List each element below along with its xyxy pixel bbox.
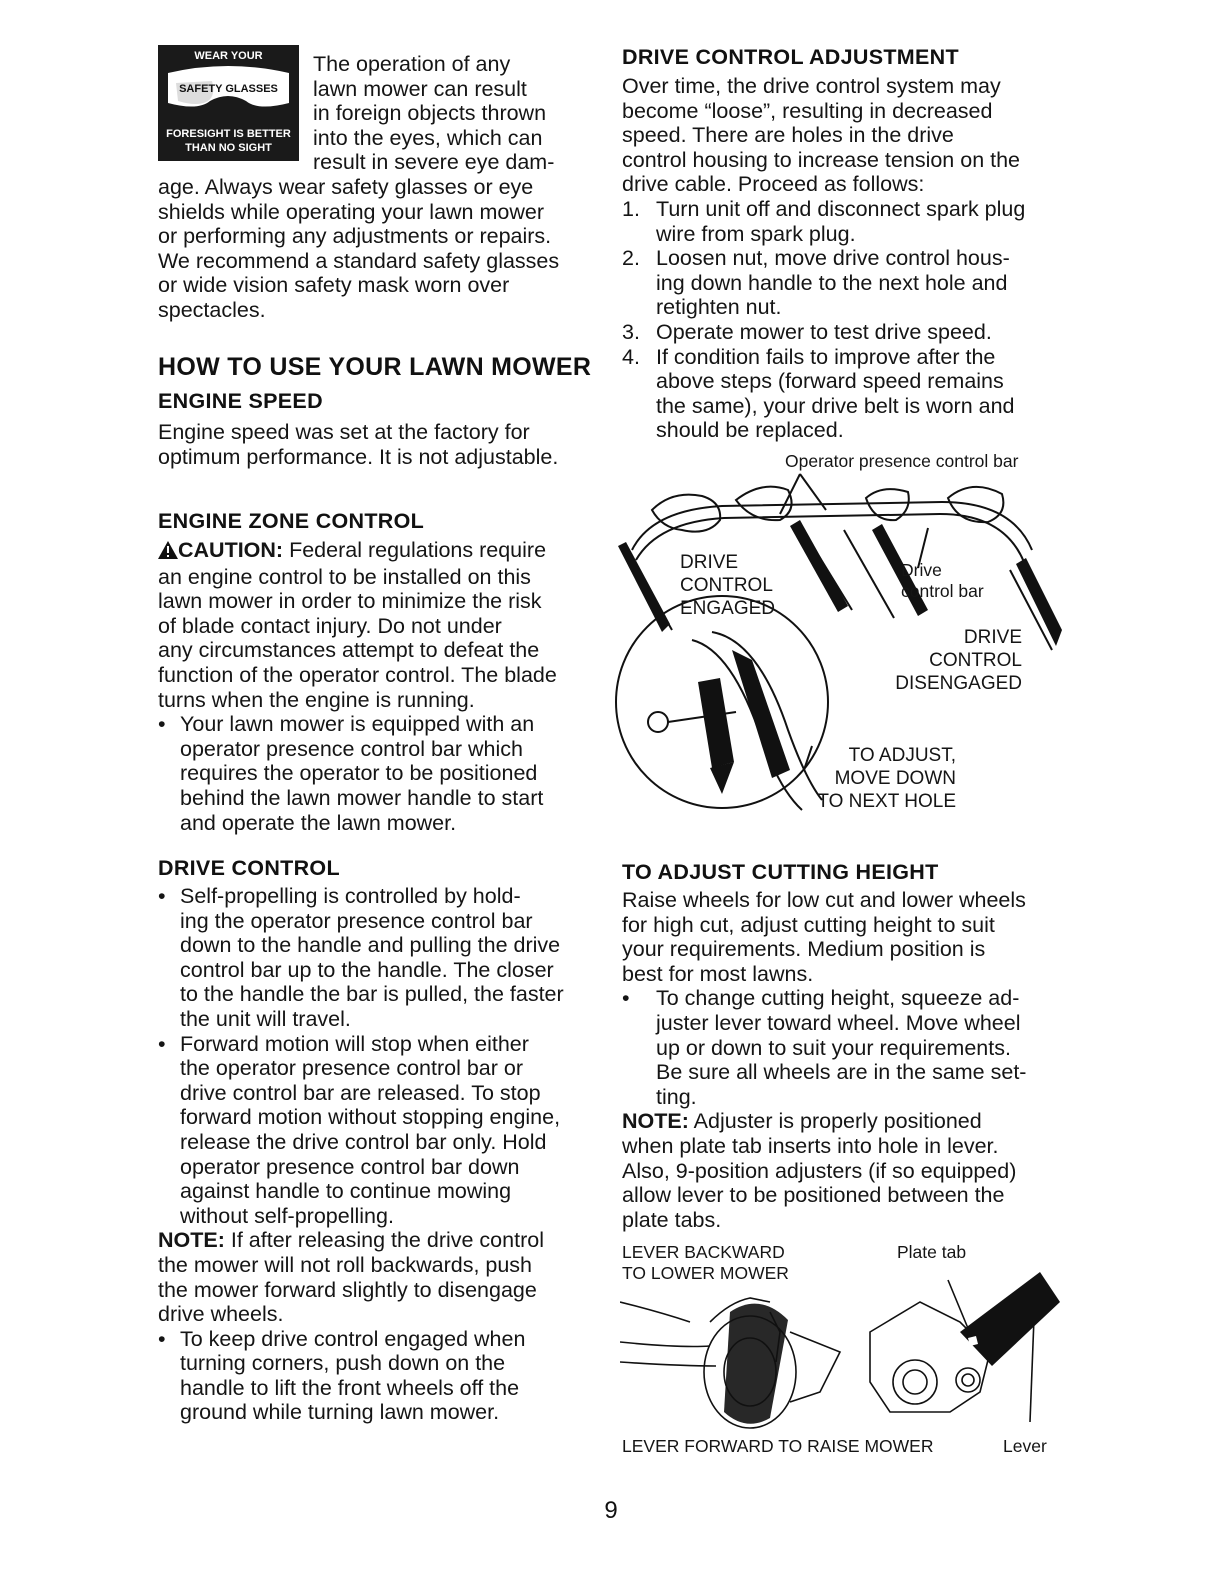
subheading-drive-adjust: DRIVE CONTROL ADJUSTMENT: [622, 45, 959, 69]
drive-adjust-line: speed. There are holes in the drive: [622, 123, 954, 148]
intro-line: or wide vision safety mask worn over: [158, 273, 510, 298]
list-item: [158, 884, 564, 1032]
list-item: [622, 246, 1025, 320]
intro-line: shields while operating your lawn mower: [158, 199, 544, 224]
bullet-line: and operate the lawn mower.: [180, 810, 457, 835]
bullet-line: forward motion without stopping engine,: [180, 1105, 561, 1130]
intro-line: age. Always wear safety glasses or eye: [158, 175, 534, 199]
step-number: 2.: [622, 246, 640, 271]
lever-backward-line: TO LOWER MOWER: [622, 1263, 789, 1283]
cutting-line: Raise wheels for low cut and lower wheels: [622, 888, 1026, 912]
bullet-line: Forward motion will stop when either: [180, 1031, 529, 1056]
step-line: the same), your drive belt is worn and: [656, 393, 1015, 418]
drive-adjust-line: Over time, the drive control system may: [622, 74, 1001, 98]
list-item: [622, 197, 1025, 246]
note-text: drive wheels.: [158, 1302, 284, 1327]
badge-line-1: WEAR YOUR: [194, 50, 263, 62]
bullet-line: Your lawn mower is equipped with an: [180, 712, 535, 737]
bullet-line: the unit will travel.: [180, 1006, 351, 1031]
drive-adjust-line: drive cable. Proceed as follows:: [622, 172, 925, 197]
drive-bar-line: Drive: [901, 560, 942, 580]
list-item: [158, 1327, 564, 1425]
list-item: [622, 986, 1026, 1109]
adjust-line: TO ADJUST,: [848, 745, 956, 766]
drive-adjust-line: control housing to increase tension on the: [622, 147, 1021, 172]
bullet-icon: •: [158, 1326, 166, 1351]
note-text: the mower will not roll backwards, push: [158, 1252, 533, 1277]
engaged-line: CONTROL: [680, 575, 773, 596]
label-drive-control-bar: [901, 560, 984, 602]
label-plate-tab: Plate tab: [897, 1242, 967, 1262]
engine-zone-line: an engine control to be installed on this: [158, 564, 531, 589]
step-line: wire from spark plug.: [656, 221, 856, 246]
bullet-line: release the drive control bar only. Hold: [180, 1129, 547, 1154]
bullet-icon: •: [622, 986, 630, 1011]
intro-wrapped-text: [313, 52, 554, 175]
bullet-line: drive control bar are released. To stop: [180, 1080, 541, 1105]
step-line: Turn unit off and disconnect spark plug: [656, 196, 1026, 221]
disengaged-line: CONTROL: [929, 650, 1022, 671]
bullet-icon: •: [158, 1031, 166, 1056]
caution-label: CAUTION:: [178, 538, 284, 562]
engine-zone-line: function of the operator control. The blade: [158, 662, 557, 687]
bullet-line: Be sure all wheels are in the same set-: [656, 1060, 1027, 1085]
intro-line: lawn mower can result: [313, 76, 527, 101]
badge-line-4: THAN NO SIGHT: [185, 142, 272, 154]
badge-line-3: FORESIGHT IS BETTER: [166, 128, 291, 140]
engaged-line: ENGAGED: [680, 598, 776, 619]
note-line: [622, 1109, 1026, 1134]
lever-backward-line: LEVER BACKWARD: [622, 1242, 785, 1262]
bullet-icon: •: [158, 712, 166, 737]
intro-full-text: [158, 175, 559, 323]
bullet-line: Self-propelling is controlled by hold-: [180, 884, 521, 908]
subheading-engine-speed: ENGINE SPEED: [158, 389, 323, 413]
subheading-engine-zone: ENGINE ZONE CONTROL: [158, 509, 425, 533]
step-line: retighten nut.: [656, 295, 782, 320]
step-line: should be replaced.: [656, 418, 844, 443]
drive-adjust-text: [622, 74, 1025, 443]
page-number: 9: [604, 1497, 618, 1524]
drive-bar-line: control bar: [901, 581, 984, 601]
bullet-line: requires the operator to be positioned: [180, 761, 538, 786]
cutting-line: best for most lawns.: [622, 961, 814, 986]
step-line: Operate mower to test drive speed.: [656, 319, 992, 344]
list-item: [622, 320, 1025, 345]
bullet-line: handle to lift the front wheels off the: [180, 1375, 520, 1400]
cutting-height-text: [622, 888, 1026, 1232]
adjust-line: TO NEXT HOLE: [817, 791, 956, 812]
note-text: Also, 9-position adjusters (if so equipped): [622, 1158, 1017, 1183]
engaged-line: DRIVE: [680, 552, 739, 573]
intro-line: into the eyes, which can: [313, 125, 543, 150]
engine-zone-line: lawn mower in order to minimize the risk: [158, 589, 542, 614]
engine-zone-line: any circumstances attempt to defeat the: [158, 638, 540, 663]
bullet-line: To keep drive control engaged when: [180, 1326, 526, 1351]
step-line: If condition fails to improve after the: [656, 344, 996, 369]
note-text: when plate tab inserts into hole in lever.: [622, 1133, 999, 1158]
bullet-line: ing the operator presence control bar: [180, 908, 533, 933]
step-number: 1.: [622, 196, 640, 221]
label-drive-control-disengaged: [870, 626, 1022, 695]
note-text: allow lever to be positioned between the: [622, 1183, 1005, 1208]
cutting-line: for high cut, adjust cutting height to suit: [622, 912, 995, 937]
engine-zone-line: turns when the engine is running.: [158, 687, 475, 712]
bullet-icon: •: [158, 884, 166, 908]
list-item: [622, 345, 1025, 443]
step-line: above steps (forward speed remains: [656, 369, 1004, 394]
caution-line: [158, 538, 557, 565]
safety-glasses-badge: [158, 45, 299, 161]
label-lever: Lever: [1003, 1436, 1047, 1456]
drive-control-text: [158, 884, 564, 1425]
step-line: Loosen nut, move drive control hous-: [656, 246, 1010, 271]
bullet-line: up or down to suit your requirements.: [656, 1035, 1011, 1060]
wheel-adjuster-illustration: [620, 1262, 1060, 1432]
note-label: NOTE:: [622, 1109, 689, 1134]
bullet-line: ting.: [656, 1084, 697, 1109]
intro-line: spectacles.: [158, 297, 266, 322]
engine-speed-text: [158, 420, 558, 469]
bullet-line: the operator presence control bar or: [180, 1056, 524, 1081]
label-operator-presence-bar: Operator presence control bar: [785, 451, 1019, 471]
bullet-line: operator presence control bar which: [180, 736, 523, 761]
engine-zone-text: [158, 538, 557, 835]
section-heading-how-to-use: HOW TO USE YOUR LAWN MOWER: [158, 353, 592, 381]
bullet-line: To change cutting height, squeeze ad-: [656, 986, 1020, 1011]
adjust-line: MOVE DOWN: [834, 768, 956, 789]
bullet-line: operator presence control bar down: [180, 1154, 520, 1179]
list-item: [158, 1032, 564, 1229]
subheading-drive-control: DRIVE CONTROL: [158, 856, 340, 880]
label-lever-forward: LEVER FORWARD TO RAISE MOWER: [622, 1436, 934, 1456]
bullet-line: turning corners, push down on the: [180, 1351, 506, 1376]
caution-icon: [158, 540, 178, 565]
bullet-line: ground while turning lawn mower.: [180, 1400, 500, 1425]
subheading-cutting-height: TO ADJUST CUTTING HEIGHT: [622, 860, 939, 884]
note-label: NOTE:: [158, 1228, 225, 1253]
intro-line: The operation of any: [313, 52, 511, 76]
drive-adjust-line: become “loose”, resulting in decreased: [622, 98, 993, 123]
bullet-line: down to the handle and pulling the drive: [180, 933, 561, 958]
note-text: plate tabs.: [622, 1207, 722, 1232]
engine-speed-line: Engine speed was set at the factory for: [158, 420, 530, 444]
disengaged-line: DRIVE: [963, 627, 1022, 648]
step-number: 4.: [622, 344, 640, 369]
badge-line-2: SAFETY GLASSES: [179, 83, 278, 95]
cutting-line: your requirements. Medium position is: [622, 937, 986, 962]
intro-line: or performing any adjustments or repairs.: [158, 224, 552, 249]
label-to-adjust: [806, 744, 956, 813]
note-text: the mower forward slightly to disengage: [158, 1277, 537, 1302]
note-line: [158, 1228, 564, 1253]
list-item: [158, 712, 557, 835]
wheel-adjuster-drawing: [620, 1262, 1060, 1432]
note-text: If after releasing the drive control: [224, 1228, 544, 1253]
engine-speed-line: optimum performance. It is not adjustable.: [158, 444, 559, 469]
note-text: Adjuster is properly positioned: [688, 1109, 982, 1134]
engine-zone-line: of blade contact injury. Do not under: [158, 613, 502, 638]
bullet-line: control bar up to the handle. The closer: [180, 957, 554, 982]
engine-zone-line: Federal regulations require: [283, 538, 547, 562]
bullet-line: juster lever toward wheel. Move wheel: [656, 1010, 1021, 1035]
step-number: 3.: [622, 319, 640, 344]
step-line: ing down handle to the next hole and: [656, 270, 1008, 295]
label-drive-control-engaged: [680, 551, 775, 620]
bullet-line: without self-propelling.: [180, 1203, 394, 1228]
intro-line: We recommend a standard safety glasses: [158, 248, 560, 273]
bullet-line: behind the lawn mower handle to start: [180, 785, 544, 810]
intro-line: in foreign objects thrown: [313, 101, 547, 126]
disengaged-line: DISENGAGED: [895, 673, 1022, 694]
intro-line: result in severe eye dam-: [313, 150, 555, 175]
bullet-line: against handle to continue mowing: [180, 1179, 512, 1204]
bullet-line: to the handle the bar is pulled, the faster: [180, 982, 564, 1007]
